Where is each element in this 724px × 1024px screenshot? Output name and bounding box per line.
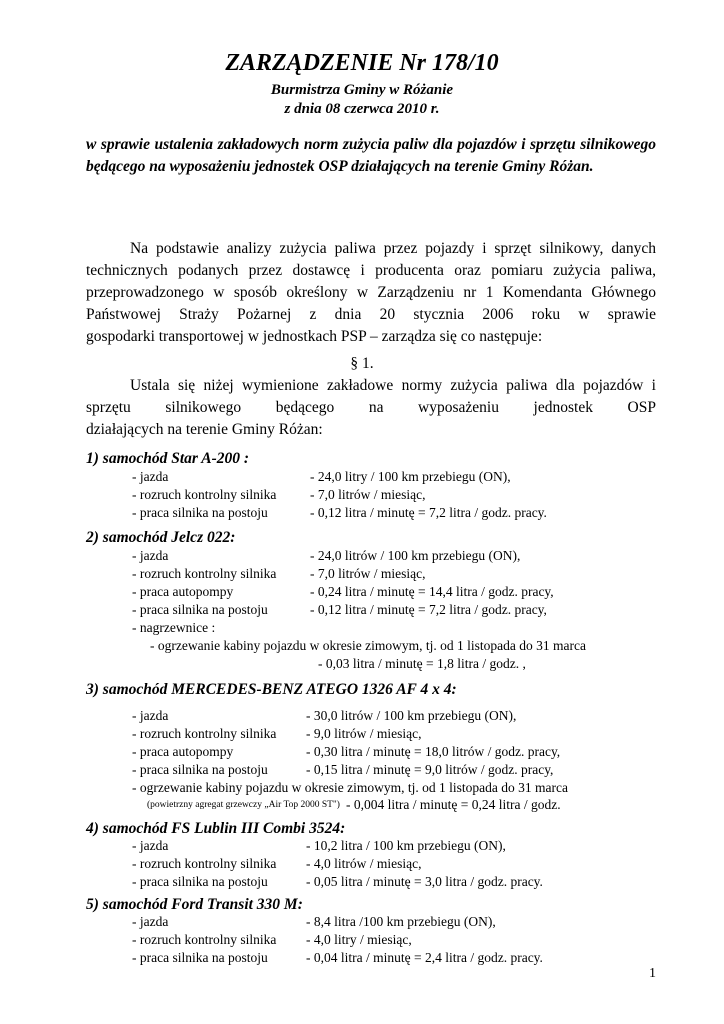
vehicle-2-row-label: - jazda [132, 548, 169, 563]
vehicle-1-row-label: - praca silnika na postoju [132, 505, 268, 520]
vehicle-3-row-label: - praca autopompy [132, 744, 234, 759]
vehicle-2-row-value: - 7,0 litrów / miesiąc, [310, 566, 426, 581]
document-title: ZARZĄDZENIE Nr 178/10 [225, 50, 499, 76]
vehicle-2-heater-value: - 0,03 litra / minutę = 1,8 litra / godz. , [318, 656, 526, 671]
vehicle-3-heading: 3) samochód MERCEDES-BENZ ATEGO 1326 AF 4 x 4: [86, 681, 457, 698]
vehicle-5-row-value: - 4,0 litry / miesiąc, [306, 932, 412, 947]
vehicle-5-row-label: - jazda [132, 914, 169, 929]
page-number: 1 [649, 966, 656, 981]
vehicle-3-row-value: - 9,0 litrów / miesiąc, [306, 726, 422, 741]
vehicle-4-row-value: - 10,2 litra / 100 km przebiegu (ON), [306, 838, 506, 853]
vehicle-3-heater-value: - 0,004 litra / minutę = 0,24 litra / godz. [346, 797, 561, 812]
vehicle-1-row-label: - rozruch kontrolny silnika [132, 487, 277, 502]
vehicle-4-row-value: - 4,0 litrów / miesiąc, [306, 856, 422, 871]
vehicle-1-row-value: - 0,12 litra / minutę = 7,2 litra / godz. pracy. [310, 505, 547, 520]
vehicle-1-row-label: - jazda [132, 469, 169, 484]
vehicle-4-row-value: - 0,05 litra / minutę = 3,0 litra / godz. pracy. [306, 874, 543, 889]
intro-last-line: gospodarki transportowej w jednostkach PSP – zarządza się co następuje: [86, 328, 543, 345]
vehicle-3-row-label: - rozruch kontrolny silnika [132, 726, 277, 741]
vehicle-2-heater-line: - ogrzewanie kabiny pojazdu w okresie zimowym, tj. od 1 listopada do 31 marca [150, 638, 587, 653]
vehicle-4-row-label: - praca silnika na postoju [132, 874, 268, 889]
vehicle-1-heading: 1) samochód Star A-200 : [86, 450, 250, 467]
issue-date: z dnia 08 czerwca 2010 r. [284, 101, 440, 117]
vehicle-3-row-value: - 0,15 litra / minutę = 9,0 litrów / godz. pracy, [306, 762, 554, 777]
section-sign: § 1. [350, 355, 374, 372]
vehicle-2-row-label: - praca autopompy [132, 584, 234, 599]
vehicle-4-heading: 4) samochód FS Lublin III Combi 3524: [86, 820, 346, 837]
vehicle-3-heater-line: - ogrzewanie kabiny pojazdu w okresie zimowym, tj. od 1 listopada do 31 marca [132, 780, 569, 795]
vehicle-3-row-label: - jazda [132, 708, 169, 723]
vehicle-3-heater-note: (powietrzny agregat grzewczy „Air Top 2000 ST") [147, 800, 340, 810]
vehicle-5-row-value: - 0,04 litra / minutę = 2,4 litra / godz. pracy. [306, 950, 543, 965]
issuer: Burmistrza Gminy w Różanie [270, 82, 454, 98]
vehicle-2-row-label: - praca silnika na postoju [132, 602, 268, 617]
vehicle-3-row-value: - 0,30 litra / minutę = 18,0 litrów / godz. pracy, [306, 744, 561, 759]
vehicle-1-row-value: - 7,0 litrów / miesiąc, [310, 487, 426, 502]
vehicle-5-row-value: - 8,4 litra /100 km przebiegu (ON), [306, 914, 496, 929]
vehicle-3-row-label: - praca silnika na postoju [132, 762, 268, 777]
vehicle-4-row-label: - rozruch kontrolny silnika [132, 856, 277, 871]
vehicle-1-row-value: - 24,0 litry / 100 km przebiegu (ON), [310, 469, 511, 484]
subject: w sprawie ustalenia zakładowych norm zużycia paliw dla pojazdów i sprzętu silnikowego będącego na wyposażeniu jednostek OSP działających na terenie Gminy Różan. [86, 136, 656, 175]
vehicle-5-row-label: - rozruch kontrolny silnika [132, 932, 277, 947]
vehicle-2-row-value: - 24,0 litrów / 100 km przebiegu (ON), [310, 548, 521, 563]
section1-last-line: działających na terenie Gminy Różan: [86, 421, 323, 438]
vehicle-3-row-value: - 30,0 litrów / 100 km przebiegu (ON), [306, 708, 517, 723]
vehicle-2-row-value: - 0,24 litra / minutę = 14,4 litra / godz. pracy, [310, 584, 554, 599]
section1-text: Ustala się niżej wymienione zakładowe normy zużycia paliwa dla pojazdów i sprzętu silnikowego będącego na wyposażeniu jednostek OSP [86, 377, 656, 416]
intro-text: Na podstawie analizy zużycia paliwa przez pojazdy i sprzęt silnikowy, danych technicznych podanych przez dostawcę i producenta oraz pomiaru zużycia paliwa, przeprowadzonego w sposób określony w Zarządzeniu nr 1 Komendanta Głównego Państwowej Straży Pożarnej z dnia 20 stycznia 2006 roku w sprawie [86, 240, 656, 323]
vehicle-2-heading: 2) samochód Jelcz 022: [86, 529, 236, 546]
section1-paragraph [86, 375, 656, 441]
vehicle-2-row-value: - 0,12 litra / minutę = 7,2 litra / godz. pracy, [310, 602, 547, 617]
vehicle-2-row-label: - rozruch kontrolny silnika [132, 566, 277, 581]
vehicle-5-heading: 5) samochód Ford Transit 330 M: [86, 896, 303, 913]
intro-paragraph [86, 238, 656, 348]
vehicle-5-row-label: - praca silnika na postoju [132, 950, 268, 965]
vehicle-4-row-label: - jazda [132, 838, 169, 853]
vehicle-2-row-label: - nagrzewnice : [132, 620, 216, 635]
